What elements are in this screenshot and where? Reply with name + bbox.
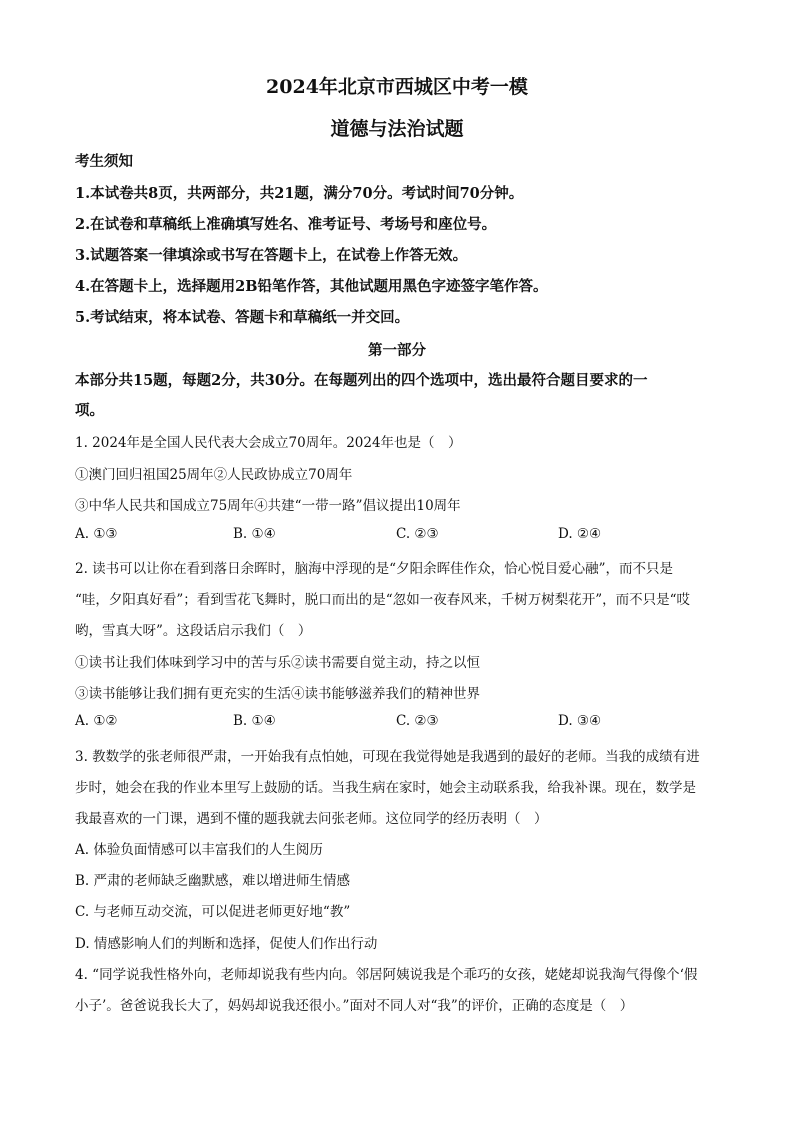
option-a: A. 体验负面情感可以丰富我们的人生阅历 [75, 842, 323, 858]
question-stem: 我最喜欢的一门课，遇到不懂的题我就去问张老师。这位同学的经历表明（ ） [75, 811, 548, 827]
notice-item: 4.在答题卡上，选择题用2B铅笔作答，其他试题用黑色字迹签字笔作答。 [75, 278, 548, 295]
question-stem: 3. 教数学的张老师很严肃，一开始我有点怕她，可现在我觉得她是我遇到的最好的老师。当我的成绩有进 [75, 749, 700, 765]
question-stem: 4. “同学说我性格外向，老师却说我有些内向。邻居阿姨说我是个乖巧的女孩，姥姥却说我淘气得像个‘假 [75, 967, 698, 983]
option-d: D. 情感影响人们的判断和选择，促使人们作出行动 [75, 936, 378, 952]
question-stem: “哇，夕阳真好看”；看到雪花飞舞时，脱口而出的是“忽如一夜春风来，千树万树梨花开”，而不只是“哎 [75, 592, 691, 608]
option-d: D. ②④ [558, 526, 602, 542]
option-b: B. ①④ [233, 526, 276, 542]
exam-title: 2024年北京市西城区中考一模 [266, 76, 528, 98]
option-d: D. ③④ [558, 713, 602, 729]
notice-heading: 考生须知 [75, 153, 133, 170]
question-items: ③读书能够让我们拥有更充实的生活④读书能够滋养我们的精神世界 [75, 686, 480, 702]
option-c: C. 与老师互动交流，可以促进老师更好地“教” [75, 904, 351, 920]
notice-item: 2.在试卷和草稿纸上准确填写姓名、准考证号、考场号和座位号。 [75, 216, 497, 233]
part-instructions: 本部分共15题，每题2分，共30分。在每题列出的四个选项中，选出最符合题目要求的一 [75, 372, 648, 389]
notice-item: 1.本试卷共8页，共两部分，共21题，满分70分。考试时间70分钟。 [75, 185, 524, 202]
question-stem: 2. 读书可以让你在看到落日余晖时，脑海中浮现的是“夕阳余晖佳作众，恰心悦目爱心融”，而不只是 [75, 561, 673, 577]
part-heading: 第一部分 [368, 342, 426, 359]
option-b: B. ①④ [233, 713, 276, 729]
question-stem: 步时，她会在我的作业本里写上鼓励的话。当我生病在家时，她会主动联系我，给我补课。现在，数学是 [75, 780, 696, 796]
question-items: ③中华人民共和国成立75周年④共建“一带一路”倡议提出10周年 [75, 498, 461, 514]
notice-item: 5.考试结束，将本试卷、答题卡和草稿纸一并交回。 [75, 309, 410, 326]
option-b: B. 严肃的老师缺乏幽默感，难以增进师生情感 [75, 873, 351, 889]
notice-item: 3.试题答案一律填涂或书写在答题卡上，在试卷上作答无效。 [75, 247, 468, 264]
option-a: A. ①③ [75, 526, 118, 542]
question-items: ①澳门回归祖国25周年②人民政协成立70周年 [75, 467, 353, 483]
question-stem: 哟，雪真大呀”。这段话启示我们（ ） [75, 623, 312, 639]
question-items: ①读书让我们体味到学习中的苦与乐②读书需要自觉主动，持之以恒 [75, 655, 480, 671]
option-a: A. ①② [75, 713, 118, 729]
option-c: C. ②③ [396, 526, 439, 542]
question-stem: 小子’。爸爸说我长大了，妈妈却说我还很小。”面对不同人对“我”的评价，正确的态度是（ ） [75, 998, 634, 1014]
question-stem: 1. 2024年是全国人民代表大会成立70周年。2024年也是（ ） [75, 435, 462, 451]
option-c: C. ②③ [396, 713, 439, 729]
exam-subtitle: 道德与法治试题 [330, 118, 464, 140]
part-instructions: 项。 [75, 402, 104, 419]
